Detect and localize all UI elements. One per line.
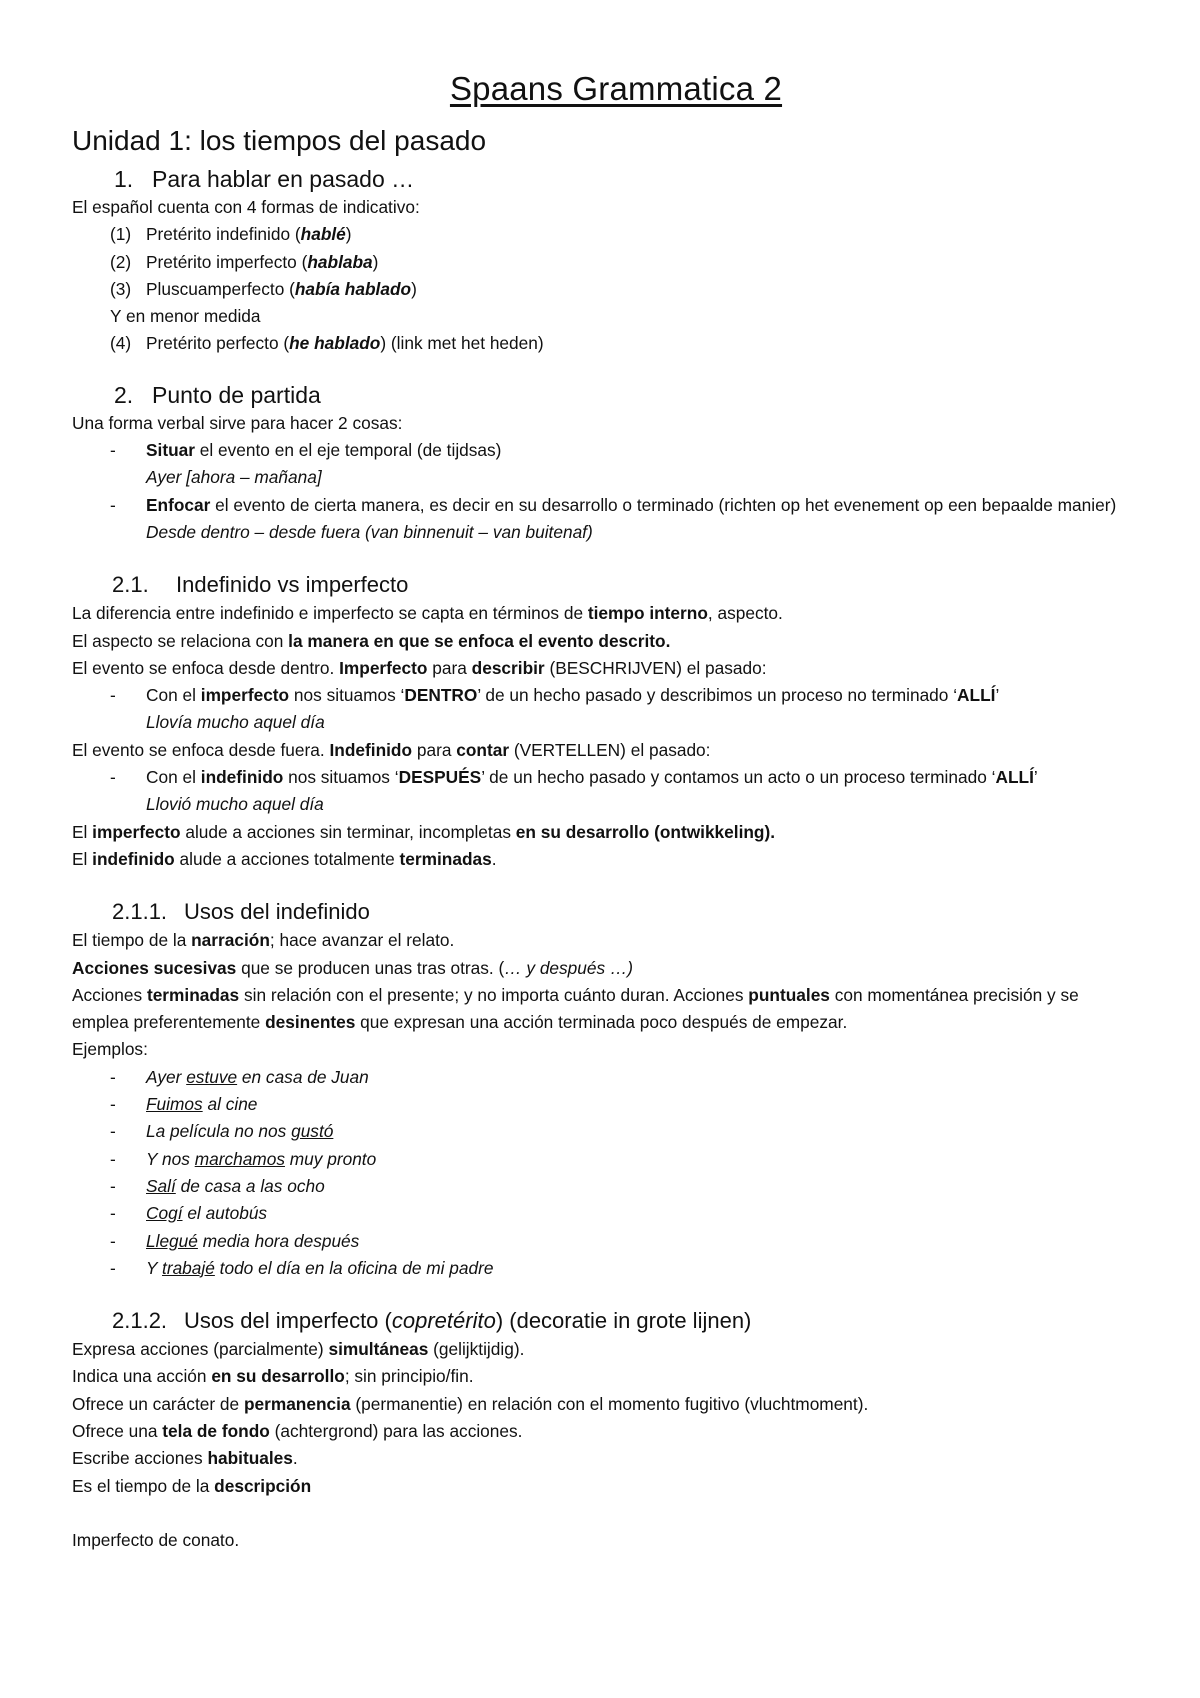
list-item: - Y nos marchamos muy pronto <box>110 1148 377 1169</box>
paragraph: El indefinido alude a acciones totalmente terminadas. <box>72 848 497 869</box>
bullet-list <box>72 682 1140 737</box>
paragraph: El tiempo de la narración; hace avanzar el relato. <box>72 930 455 951</box>
paragraph: Ofrece un carácter de permanencia (permanentie) en relación con el momento fugitivo (vluchtmoment). <box>72 1393 869 1414</box>
examples-list <box>72 1064 1140 1282</box>
paragraph: Es el tiempo de la descripción <box>72 1475 312 1496</box>
list-item: - Y trabajé todo el día en la oficina de mi padre <box>110 1257 494 1278</box>
list-item: - Cogí el autobús <box>110 1203 268 1224</box>
document-title: Spaans Grammatica 2 <box>449 70 783 107</box>
list-item: - La película no nos gustó <box>110 1121 334 1142</box>
paragraph: Imperfecto de conato. <box>72 1529 240 1550</box>
paragraph: El aspecto se relaciona con la manera en que se enfoca el evento descrito. <box>72 630 671 651</box>
list-item: - Salí de casa a las ocho <box>110 1175 325 1196</box>
list-item: (2) Pretérito imperfecto (hablaba) <box>110 251 379 272</box>
paragraph: Ofrece una tela de fondo (achtergrond) para las acciones. <box>72 1420 523 1441</box>
bullet-list <box>72 764 1140 819</box>
paragraph: La diferencia entre indefinido e imperfecto se capta en términos de tiempo interno, aspecto. <box>72 603 783 624</box>
list-item: - Ayer estuve en casa de Juan <box>110 1066 369 1087</box>
section-1-intro: El español cuenta con 4 formas de indicativo: <box>72 197 420 217</box>
paragraph: Indica una acción en su desarrollo; sin principio/fin. <box>72 1366 474 1387</box>
section-2-intro: Una forma verbal sirve para hacer 2 cosas: <box>72 412 403 433</box>
unit-heading: Unidad 1: los tiempos del pasado <box>72 125 487 156</box>
list-item: - Con el imperfecto nos situamos ‘DENTRO’ de un hecho pasado y describimos un proceso no terminado ‘ALLÍ’ <box>110 685 1000 706</box>
list-item: (3) Pluscuamperfecto (había hablado) <box>110 278 417 299</box>
example-text: Desde dentro – desde fuera (van binnenuit – van buitenaf) <box>146 521 593 542</box>
example-text: Ayer [ahora – mañana] <box>146 467 322 488</box>
paragraph: Expresa acciones (parcialmente) simultáneas (gelijktijdig). <box>72 1339 525 1360</box>
paragraph: El evento se enfoca desde fuera. Indefinido para contar (VERTELLEN) el pasado: <box>72 739 711 760</box>
paragraph: El evento se enfoca desde dentro. Imperfecto para describir (BESCHRIJVEN) el pasado: <box>72 657 767 678</box>
tense-list <box>72 221 1140 357</box>
list-note: Y en menor medida <box>110 306 261 327</box>
section-1-heading: 1. Para hablar en pasado … <box>114 166 415 192</box>
list-item: - Llegué media hora después <box>110 1230 360 1251</box>
section-2-1-1-heading: 2.1.1. Usos del indefinido <box>112 899 370 925</box>
bullet-list <box>72 437 1140 546</box>
paragraph: Ejemplos: <box>72 1039 148 1060</box>
paragraph: Escribe acciones habituales. <box>72 1448 298 1469</box>
example-text: Llovió mucho aquel día <box>146 794 324 815</box>
list-item: (4) Pretérito perfecto (he hablado) (link met het heden) <box>110 333 544 354</box>
list-item: (1) Pretérito indefinido (hablé) <box>110 224 352 245</box>
section-2-1-heading: 2.1. Indefinido vs imperfecto <box>112 572 409 598</box>
example-text: Llovía mucho aquel día <box>146 712 325 733</box>
paragraph: El imperfecto alude a acciones sin terminar, incompletas en su desarrollo (ontwikkeling). <box>72 821 776 842</box>
list-item: - Fuimos al cine <box>110 1094 258 1115</box>
section-2-1-2-heading: 2.1.2. Usos del imperfecto (copretérito) (decoratie in grote lijnen) <box>112 1308 752 1334</box>
paragraph: Acciones terminadas sin relación con el presente; y no importa cuánto duran. Acciones puntuales con momentánea precisión y se emplea preferentemente desinentes que expresan una acción terminada poco después de empezar. <box>72 984 1079 1033</box>
list-item: - Enfocar el evento de cierta manera, es decir en su desarrollo o terminado (richten op het evenement op een bepaalde manier) <box>110 494 1117 515</box>
paragraph: Acciones sucesivas que se producen unas tras otras. (… y después …) <box>72 957 633 978</box>
list-item: - Situar el evento en el eje temporal (de tijdsas) <box>110 440 502 461</box>
section-2-heading: 2. Punto de partida <box>114 381 321 408</box>
list-item: - Con el indefinido nos situamos ‘DESPUÉS’ de un hecho pasado y contamos un acto o un proceso terminado ‘ALLÍ’ <box>110 767 1038 788</box>
